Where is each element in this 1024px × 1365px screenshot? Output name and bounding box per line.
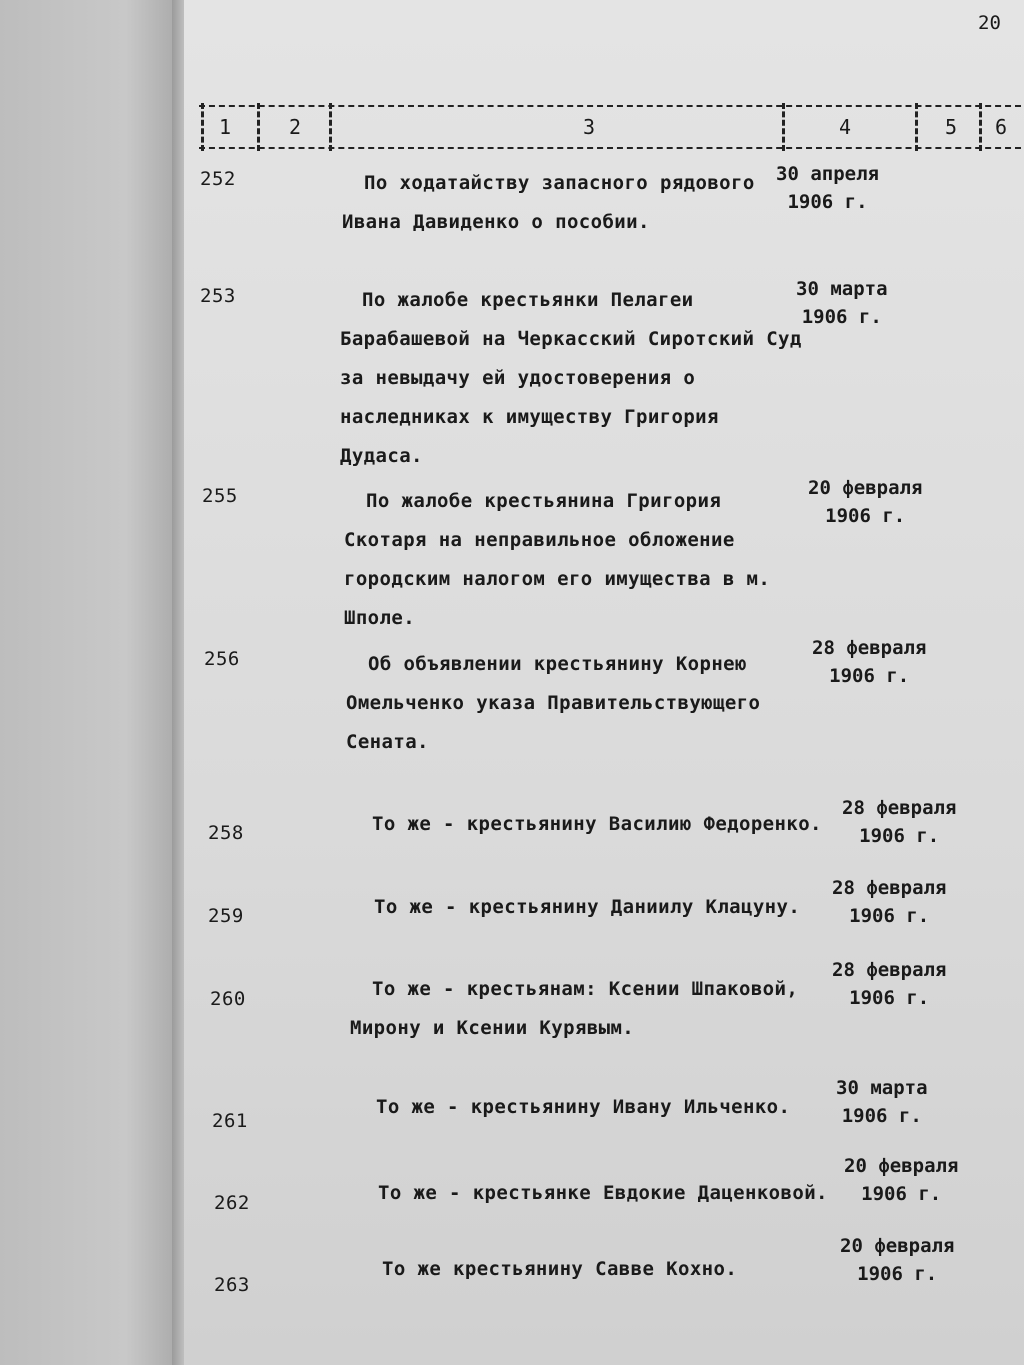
entry-number: 256	[204, 648, 240, 670]
entry-date	[832, 874, 946, 930]
column-separator	[979, 103, 982, 151]
entry-date-day: 28 февраля	[832, 959, 947, 981]
entry-date-year: 1906 г.	[829, 665, 910, 687]
entry-description: То же - крестьянину Ивану Ильченко.	[376, 1096, 791, 1118]
column-number: 3	[583, 115, 596, 139]
entry-number: 253	[200, 285, 236, 307]
entry-description: Об объявлении крестьянину Корнею Омельченко указа Правительствующего Сената.	[346, 653, 761, 753]
column-number: 5	[945, 115, 958, 139]
entry-description: По ходатайству запасного рядового Ивана Давиденко о пособии.	[342, 172, 755, 233]
entry-date	[832, 956, 946, 1012]
entry-date-year: 1906 г.	[849, 987, 930, 1009]
entry-date-year: 1906 г.	[849, 905, 930, 927]
column-separator	[915, 103, 918, 151]
entry-number: 259	[208, 905, 244, 927]
entry-number: 258	[208, 822, 244, 844]
entry-date	[842, 794, 956, 850]
entry-date	[812, 634, 926, 690]
entry-description: То же - крестьянам: Ксении Шпаковой, Мирону и Ксении Курявым.	[350, 978, 799, 1039]
entry-description: То же - крестьянину Даниилу Клацуну.	[374, 896, 801, 918]
entry-number: 263	[214, 1274, 250, 1296]
column-number: 6	[995, 115, 1008, 139]
entry-date-day: 20 февраля	[808, 477, 923, 499]
column-number: 1	[219, 115, 232, 139]
entry-date-day: 30 марта	[796, 278, 888, 300]
entry-date-day: 28 февраля	[812, 637, 927, 659]
entry-number: 262	[214, 1192, 250, 1214]
entry-date-day: 20 февраля	[840, 1235, 955, 1257]
entry-date-year: 1906 г.	[857, 1263, 938, 1285]
entry-date-day: 28 февраля	[832, 877, 947, 899]
entry-date	[808, 474, 922, 530]
entry-date	[796, 275, 888, 331]
table-header	[199, 103, 1021, 151]
page-number: 20	[978, 12, 1001, 34]
entry-number: 261	[212, 1110, 248, 1132]
entry-date-year: 1906 г.	[859, 825, 940, 847]
entry-date-year: 1906 г.	[841, 1105, 922, 1127]
entry-date-year: 1906 г.	[861, 1183, 942, 1205]
column-number: 4	[839, 115, 852, 139]
header-bottom-rule	[199, 147, 1021, 149]
entry-description: То же - крестьянину Василию Федоренко.	[372, 813, 822, 835]
entry-date-day: 20 февраля	[844, 1155, 959, 1177]
column-separator	[257, 103, 260, 151]
entry-date-year: 1906 г.	[801, 306, 882, 328]
entry-date	[844, 1152, 958, 1208]
entry-description: По жалобе крестьянина Григория Скотаря на неправильное обложение городским налогом его имущества в м. Шполе.	[344, 490, 771, 629]
column-separator	[201, 103, 204, 151]
entry-number: 255	[202, 485, 238, 507]
entry-date-day: 30 марта	[836, 1077, 928, 1099]
entry-number: 260	[210, 988, 246, 1010]
column-separator	[782, 103, 785, 151]
entry-date	[840, 1232, 954, 1288]
entry-date-day: 30 апреля	[776, 163, 879, 185]
entry-description: То же крестьянину Савве Кохно.	[382, 1258, 738, 1280]
column-separator	[329, 103, 332, 151]
entry-description: То же - крестьянке Евдокие Даценковой.	[378, 1182, 828, 1204]
header-top-rule	[199, 105, 1021, 107]
entry-number: 252	[200, 168, 236, 190]
entry-date	[836, 1074, 928, 1130]
entry-date	[776, 160, 879, 216]
entry-date-day: 28 февраля	[842, 797, 957, 819]
entry-date-year: 1906 г.	[825, 505, 906, 527]
entry-date-year: 1906 г.	[787, 191, 868, 213]
facing-page	[0, 0, 180, 1365]
entry-description: По жалобе крестьянки Пелагеи Барабашевой на Черкасский Сиротский Суд за невыдачу ей удостоверения о наследниках к имуществу Григория Дудаса.	[340, 289, 802, 467]
column-number: 2	[289, 115, 302, 139]
